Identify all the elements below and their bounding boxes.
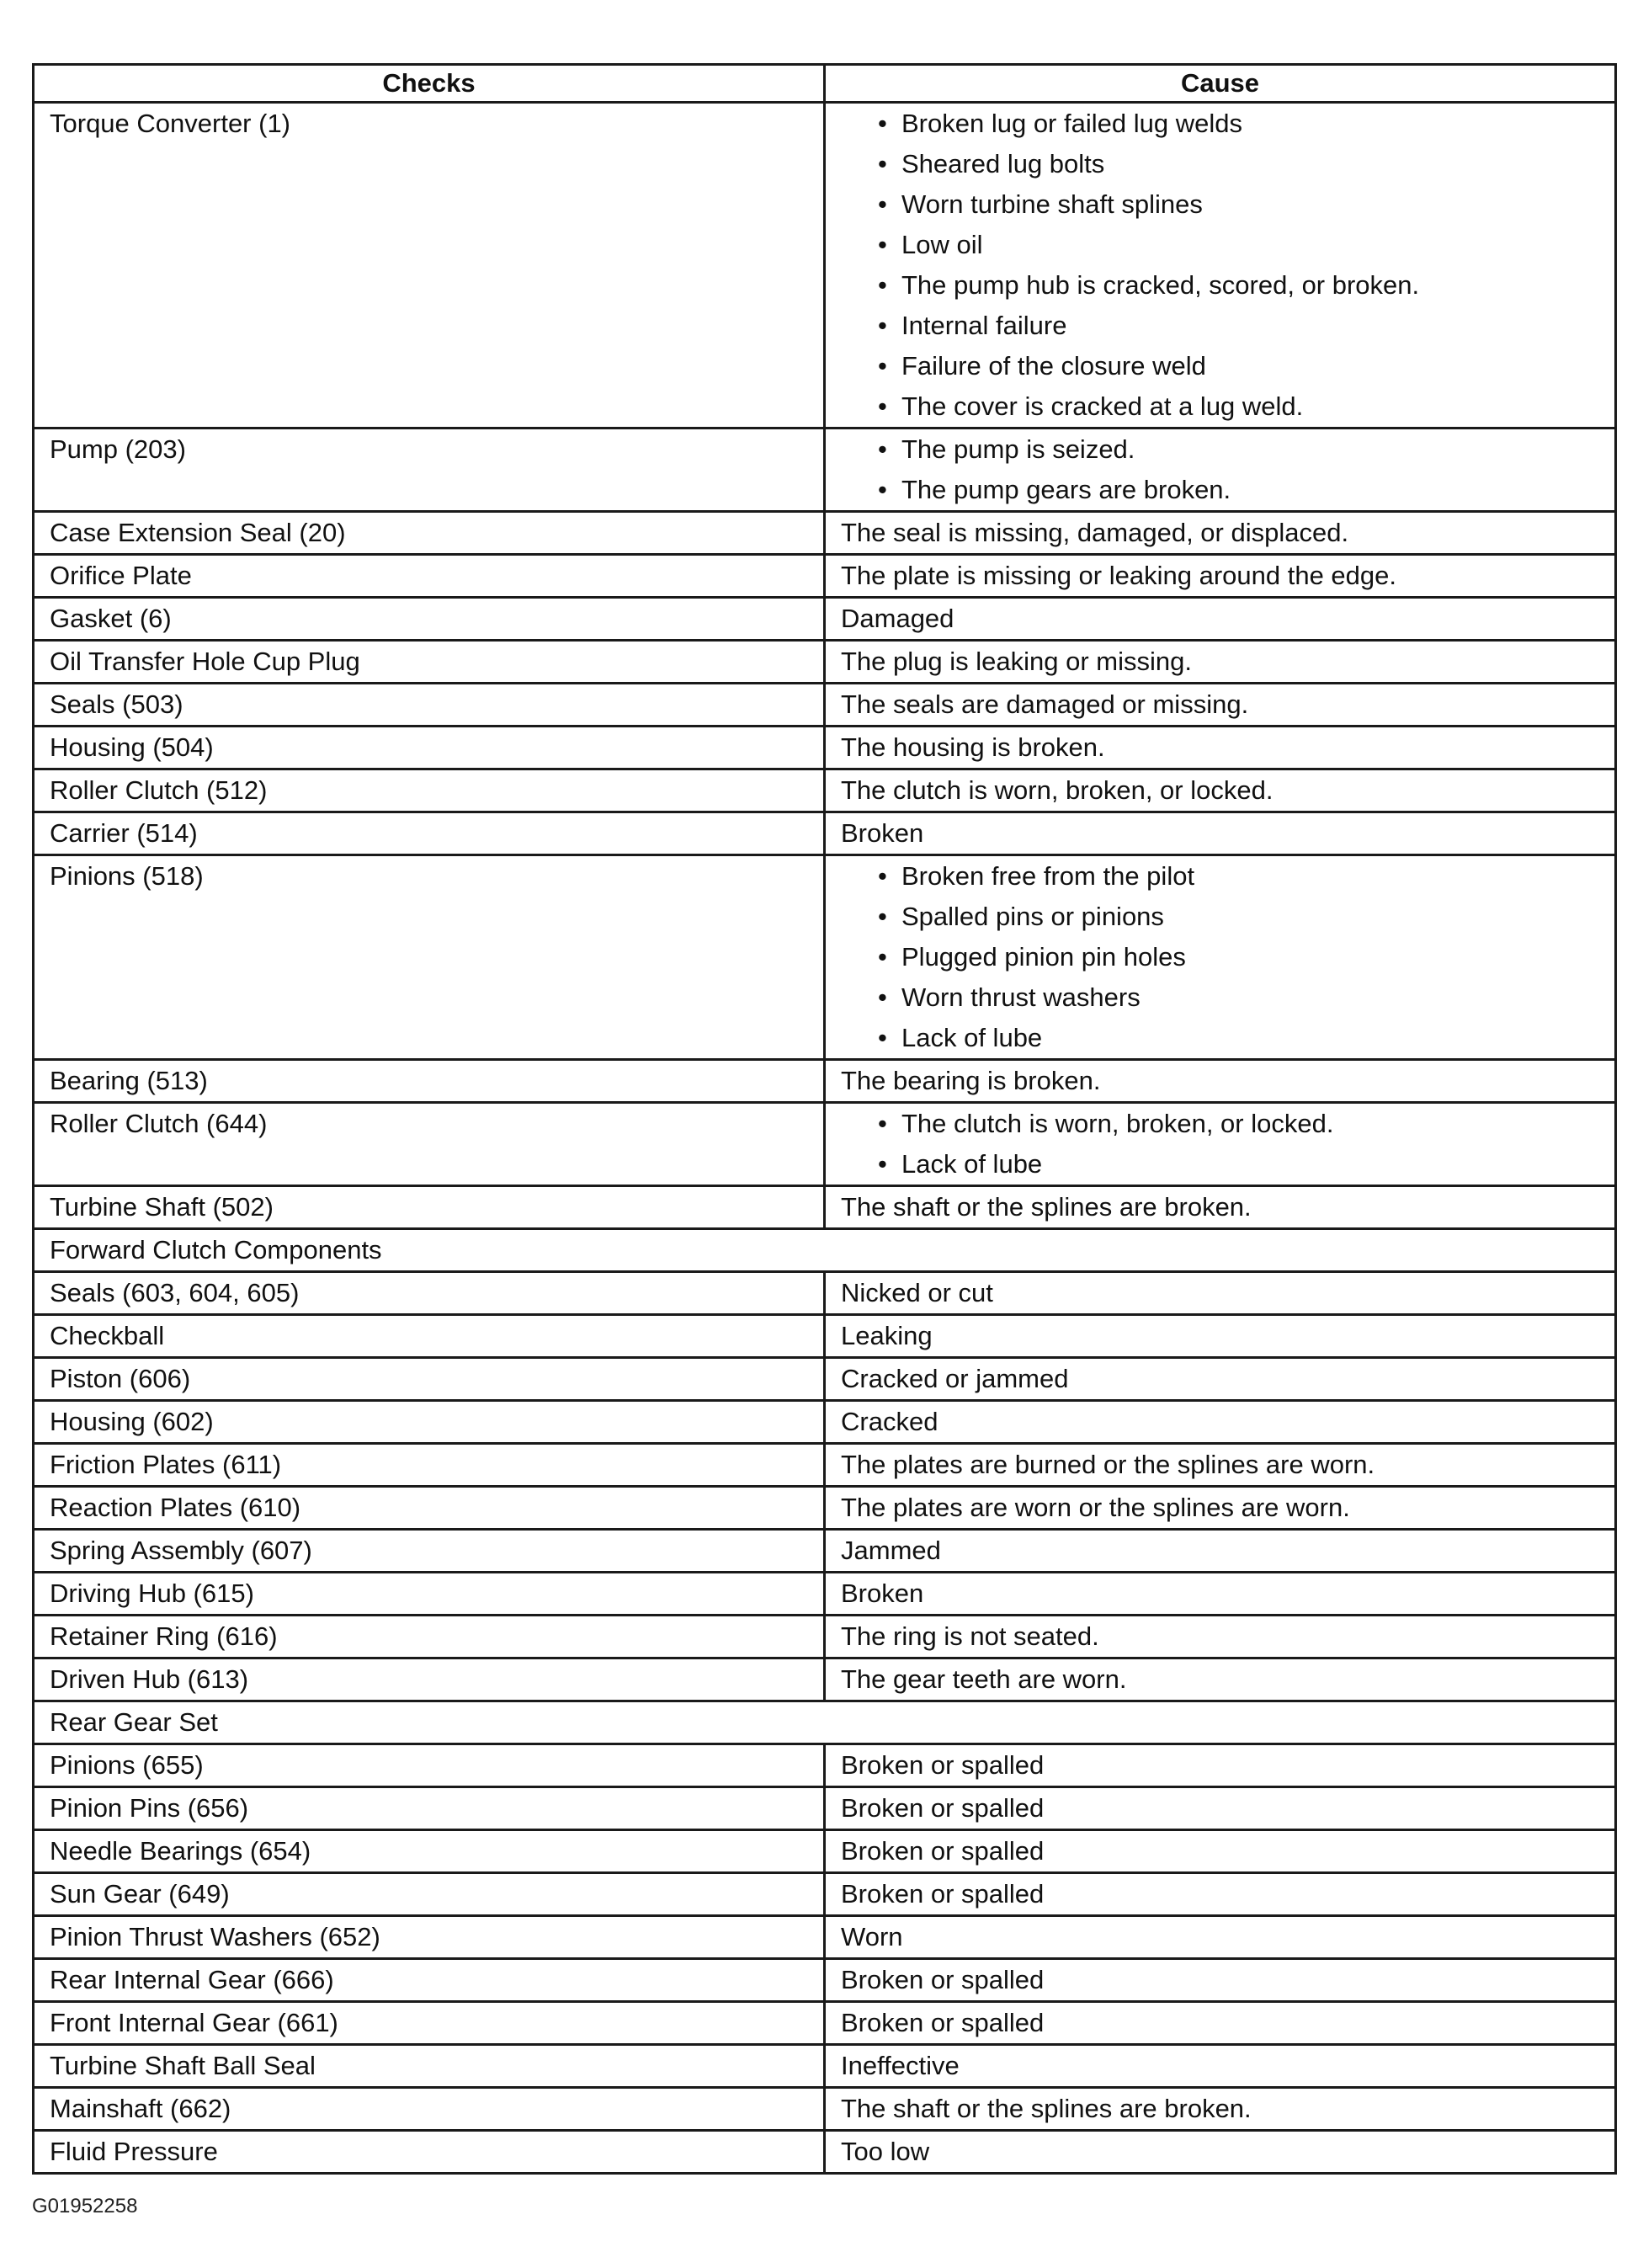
table-row [34,812,1616,855]
table-row [34,2088,1616,2131]
table-row [34,103,1616,429]
check-cell: Roller Clutch (644) [34,1103,825,1186]
check-cell: Mainshaft (662) [34,2088,825,2131]
cause-cell: The plate is missing or leaking around the edge. [825,555,1616,598]
table-row [34,1272,1616,1315]
table-row [34,2045,1616,2088]
check-cell: Driving Hub (615) [34,1573,825,1616]
table-row [34,769,1616,812]
cause-cell: Nicked or cut [825,1272,1616,1315]
cause-cell: Jammed [825,1530,1616,1573]
cause-cell: Broken or spalled [825,1787,1616,1830]
table-body [34,103,1616,2174]
header-row [34,65,1616,103]
cause-list-item: • Lack of lube [878,1018,1599,1058]
cause-cell: The clutch is worn, broken, or locked. [825,769,1616,812]
cause-cell: Ineffective [825,2045,1616,2088]
cause-list-item: • The pump gears are broken. [878,470,1599,510]
cause-cell: The bearing is broken. [825,1060,1616,1103]
cause-cell: Cracked [825,1401,1616,1444]
cause-cell: The seals are damaged or missing. [825,684,1616,727]
cause-cell: The seal is missing, damaged, or displaced. [825,512,1616,555]
cause-cell: The plug is leaking or missing. [825,641,1616,684]
cause-cell: The gear teeth are worn. [825,1658,1616,1701]
cause-cell: Broken or spalled [825,1873,1616,1916]
table-row [34,1186,1616,1229]
check-cell: Pump (203) [34,429,825,512]
section-row [34,1701,1616,1744]
cause-column-header: Cause [825,65,1616,103]
check-cell: Reaction Plates (610) [34,1487,825,1530]
cause-cell: Broken [825,812,1616,855]
check-cell: Gasket (6) [34,598,825,641]
cause-list-item: • Lack of lube [878,1144,1599,1185]
table-row [34,1401,1616,1444]
check-cell: Housing (504) [34,727,825,769]
cause-cell: Worn [825,1916,1616,1959]
check-cell: Driven Hub (613) [34,1658,825,1701]
check-cell: Roller Clutch (512) [34,769,825,812]
check-cell: Piston (606) [34,1358,825,1401]
check-cell: Front Internal Gear (661) [34,2002,825,2045]
table-row [34,1103,1616,1186]
cause-cell: Too low [825,2131,1616,2174]
cause-cell: Broken or spalled [825,2002,1616,2045]
cause-list [841,429,1599,510]
cause-list-item: • Broken free from the pilot [878,856,1599,897]
table-row [34,1959,1616,2002]
check-cell: Sun Gear (649) [34,1873,825,1916]
check-cell: Carrier (514) [34,812,825,855]
table-row [34,1530,1616,1573]
cause-list-item: • The pump is seized. [878,429,1599,470]
cause-list-item: • The clutch is worn, broken, or locked. [878,1104,1599,1144]
table-row [34,2002,1616,2045]
cause-cell: The ring is not seated. [825,1616,1616,1658]
table-row [34,1060,1616,1103]
cause-cell: Broken or spalled [825,1959,1616,2002]
check-cell: Turbine Shaft (502) [34,1186,825,1229]
table-row [34,598,1616,641]
section-row [34,1229,1616,1272]
check-cell: Pinion Pins (656) [34,1787,825,1830]
cause-list-item: • Worn thrust washers [878,977,1599,1018]
table-row [34,1358,1616,1401]
figure-id: G01952258 [32,2195,138,2217]
cause-cell: Broken or spalled [825,1744,1616,1787]
check-cell: Pinions (655) [34,1744,825,1787]
table-row [34,641,1616,684]
check-cell: Case Extension Seal (20) [34,512,825,555]
cause-list-item: • Plugged pinion pin holes [878,937,1599,977]
table-row [34,1487,1616,1530]
table-row [34,2131,1616,2174]
check-cell: Oil Transfer Hole Cup Plug [34,641,825,684]
table-row [34,1916,1616,1959]
cause-list-item: • Low oil [878,225,1599,265]
cause-cell [825,855,1616,1060]
cause-cell: The plates are burned or the splines are worn. [825,1444,1616,1487]
table-row [34,1573,1616,1616]
check-cell: Checkball [34,1315,825,1358]
table-row [34,855,1616,1060]
table-row [34,727,1616,769]
table-row [34,1787,1616,1830]
check-cell: Turbine Shaft Ball Seal [34,2045,825,2088]
cause-list [841,856,1599,1058]
table-row [34,429,1616,512]
cause-list-item: • Broken lug or failed lug welds [878,104,1599,144]
cause-cell: The housing is broken. [825,727,1616,769]
table-row [34,1873,1616,1916]
cause-list-item: • Worn turbine shaft splines [878,184,1599,225]
cause-cell [825,103,1616,429]
check-cell: Orifice Plate [34,555,825,598]
cause-list-item: • The pump hub is cracked, scored, or broken. [878,265,1599,306]
table-row [34,1444,1616,1487]
check-cell: Retainer Ring (616) [34,1616,825,1658]
cause-list-item: • Internal failure [878,306,1599,346]
cause-cell: The plates are worn or the splines are worn. [825,1487,1616,1530]
check-cell: Pinion Thrust Washers (652) [34,1916,825,1959]
table-row [34,1830,1616,1873]
cause-cell: Leaking [825,1315,1616,1358]
cause-cell [825,1103,1616,1186]
section-heading: Rear Gear Set [34,1701,1616,1744]
check-cell: Rear Internal Gear (666) [34,1959,825,2002]
check-cell: Torque Converter (1) [34,103,825,429]
check-cell: Spring Assembly (607) [34,1530,825,1573]
cause-list-item: • Failure of the closure weld [878,346,1599,386]
check-cell: Seals (503) [34,684,825,727]
check-cell: Housing (602) [34,1401,825,1444]
cause-list-item: • The cover is cracked at a lug weld. [878,386,1599,427]
check-cell: Pinions (518) [34,855,825,1060]
table-row [34,555,1616,598]
cause-cell: The shaft or the splines are broken. [825,1186,1616,1229]
table-row [34,1744,1616,1787]
cause-list-item: • Spalled pins or pinions [878,897,1599,937]
table-row [34,1658,1616,1701]
table-row [34,684,1616,727]
check-cell: Bearing (513) [34,1060,825,1103]
section-heading: Forward Clutch Components [34,1229,1616,1272]
check-cell: Friction Plates (611) [34,1444,825,1487]
cause-cell: Cracked or jammed [825,1358,1616,1401]
checks-cause-table [32,63,1617,2175]
check-cell: Seals (603, 604, 605) [34,1272,825,1315]
cause-list [841,104,1599,427]
document [32,63,1614,2175]
cause-cell: Broken or spalled [825,1830,1616,1873]
checks-column-header: Checks [34,65,825,103]
cause-list-item: • Sheared lug bolts [878,144,1599,184]
cause-cell: Damaged [825,598,1616,641]
table-row [34,512,1616,555]
check-cell: Fluid Pressure [34,2131,825,2174]
cause-cell: Broken [825,1573,1616,1616]
check-cell: Needle Bearings (654) [34,1830,825,1873]
cause-list [841,1104,1599,1185]
table-row [34,1616,1616,1658]
cause-cell: The shaft or the splines are broken. [825,2088,1616,2131]
cause-cell [825,429,1616,512]
table-row [34,1315,1616,1358]
